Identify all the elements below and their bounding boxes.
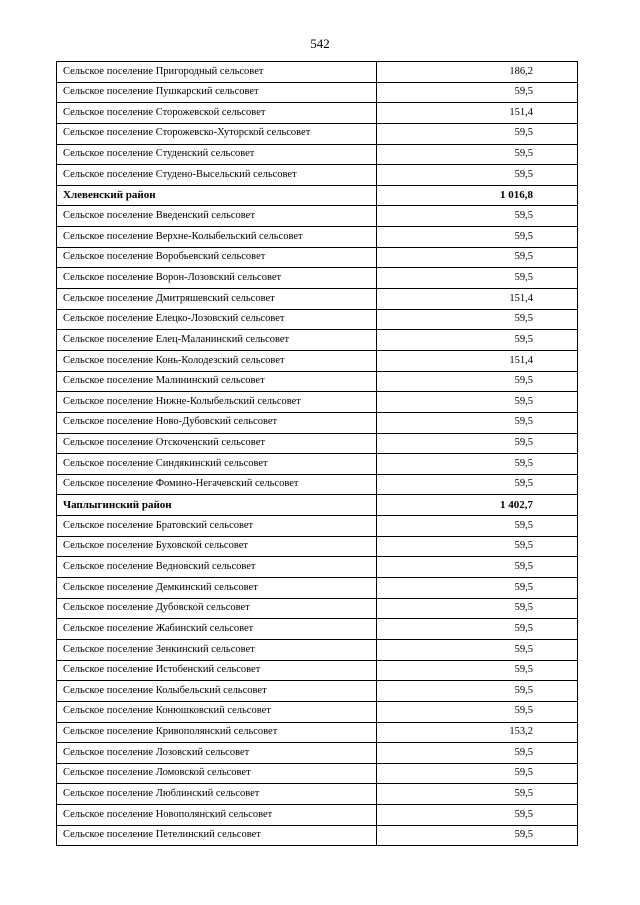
settlement-name: Сельское поселение Фомино-Негачевский сельсовет [57,474,377,495]
settlement-name: Сельское поселение Малининский сельсовет [57,371,377,392]
table-row [57,516,578,537]
settlement-amount: 59,5 [377,330,578,351]
table-row [57,681,578,702]
settlement-amount: 59,5 [377,165,578,186]
settlement-name: Сельское поселение Новополянский сельсовет [57,805,377,826]
settlement-amount: 59,5 [377,227,578,248]
settlement-name: Сельское поселение Истобенский сельсовет [57,660,377,681]
settlement-amount: 59,5 [377,412,578,433]
settlement-amount: 59,5 [377,763,578,784]
table-row [57,763,578,784]
table-row [57,268,578,289]
settlement-name: Сельское поселение Пригородный сельсовет [57,62,377,83]
table-row [57,350,578,371]
settlement-amount: 59,5 [377,784,578,805]
district-total: 1 402,7 [377,495,578,516]
table-row [57,309,578,330]
settlement-amount: 59,5 [377,619,578,640]
settlement-amount: 59,5 [377,701,578,722]
settlement-amount: 59,5 [377,392,578,413]
table-row [57,165,578,186]
settlement-amount: 59,5 [377,536,578,557]
settlement-amount: 59,5 [377,516,578,537]
settlement-amount: 59,5 [377,268,578,289]
settlement-name: Сельское поселение Елец-Маланинский сельсовет [57,330,377,351]
settlement-name: Сельское поселение Сторожевской сельсовет [57,103,377,124]
table-row [57,371,578,392]
settlement-amount: 186,2 [377,62,578,83]
district-name: Чаплыгинский район [57,495,377,516]
settlement-name: Сельское поселение Ново-Дубовский сельсовет [57,412,377,433]
settlement-amount: 59,5 [377,454,578,475]
table-row [57,722,578,743]
settlement-name: Сельское поселение Дубовской сельсовет [57,598,377,619]
table-row [57,454,578,475]
settlement-name: Сельское поселение Верхне-Колыбельский сельсовет [57,227,377,248]
table-row [57,701,578,722]
settlement-amount: 59,5 [377,206,578,227]
table-row [57,433,578,454]
table-row [57,639,578,660]
settlement-amount: 59,5 [377,578,578,599]
settlement-name: Сельское поселение Ведновский сельсовет [57,557,377,578]
settlement-name: Сельское поселение Ворон-Лозовский сельсовет [57,268,377,289]
settlement-amount: 59,5 [377,805,578,826]
settlement-amount: 151,4 [377,289,578,310]
settlement-name: Сельское поселение Отскоченский сельсовет [57,433,377,454]
settlement-amount: 59,5 [377,825,578,846]
settlement-amount: 59,5 [377,743,578,764]
table-row [57,784,578,805]
table-row [57,144,578,165]
settlement-name: Сельское поселение Кривополянский сельсовет [57,722,377,743]
budget-table [56,61,578,846]
table-row [57,247,578,268]
settlement-name: Сельское поселение Демкинский сельсовет [57,578,377,599]
table-row [57,227,578,248]
table-row [57,536,578,557]
district-row [57,185,578,206]
district-row [57,495,578,516]
table-row [57,825,578,846]
settlement-name: Сельское поселение Конь-Колодезский сельсовет [57,350,377,371]
table-row [57,206,578,227]
settlement-name: Сельское поселение Студено-Высельский сельсовет [57,165,377,186]
settlement-name: Сельское поселение Воробьевский сельсовет [57,247,377,268]
table-row [57,330,578,351]
table-body [57,62,578,846]
settlement-name: Сельское поселение Сторожевско-Хуторской сельсовет [57,123,377,144]
settlement-name: Сельское поселение Введенский сельсовет [57,206,377,227]
settlement-amount: 151,4 [377,350,578,371]
settlement-name: Сельское поселение Студенский сельсовет [57,144,377,165]
settlement-amount: 153,2 [377,722,578,743]
page-number: 542 [310,36,330,51]
table-row [57,289,578,310]
settlement-name: Сельское поселение Конюшковский сельсовет [57,701,377,722]
table-row [57,619,578,640]
table-row [57,103,578,124]
settlement-amount: 151,4 [377,103,578,124]
settlement-amount: 59,5 [377,598,578,619]
table-row [57,743,578,764]
settlement-name: Сельское поселение Синдякинский сельсовет [57,454,377,475]
settlement-name: Сельское поселение Люблинский сельсовет [57,784,377,805]
settlement-name: Сельское поселение Колыбельский сельсовет [57,681,377,702]
settlement-name: Сельское поселение Лозовский сельсовет [57,743,377,764]
settlement-amount: 59,5 [377,660,578,681]
settlement-amount: 59,5 [377,433,578,454]
table-row [57,62,578,83]
settlement-amount: 59,5 [377,371,578,392]
table-row [57,412,578,433]
settlement-name: Сельское поселение Петелинский сельсовет [57,825,377,846]
table-row [57,474,578,495]
settlement-name: Сельское поселение Братовский сельсовет [57,516,377,537]
settlement-amount: 59,5 [377,474,578,495]
settlement-amount: 59,5 [377,681,578,702]
settlement-amount: 59,5 [377,247,578,268]
settlement-name: Сельское поселение Жабинский сельсовет [57,619,377,640]
settlement-amount: 59,5 [377,144,578,165]
table-row [57,123,578,144]
settlement-name: Сельское поселение Ломовской сельсовет [57,763,377,784]
settlement-amount: 59,5 [377,557,578,578]
table-row [57,578,578,599]
settlement-amount: 59,5 [377,639,578,660]
settlement-amount: 59,5 [377,123,578,144]
table-row [57,557,578,578]
settlement-name: Сельское поселение Зенкинский сельсовет [57,639,377,660]
table-row [57,598,578,619]
settlement-name: Сельское поселение Пушкарский сельсовет [57,82,377,103]
table-row [57,805,578,826]
table-row [57,392,578,413]
settlement-amount: 59,5 [377,309,578,330]
table-row [57,660,578,681]
district-name: Хлевенский район [57,185,377,206]
settlement-amount: 59,5 [377,82,578,103]
settlement-name: Сельское поселение Елецко-Лозовский сельсовет [57,309,377,330]
district-total: 1 016,8 [377,185,578,206]
table-row [57,82,578,103]
settlement-name: Сельское поселение Дмитряшевский сельсовет [57,289,377,310]
settlement-name: Сельское поселение Буховской сельсовет [57,536,377,557]
settlement-name: Сельское поселение Нижне-Колыбельский сельсовет [57,392,377,413]
